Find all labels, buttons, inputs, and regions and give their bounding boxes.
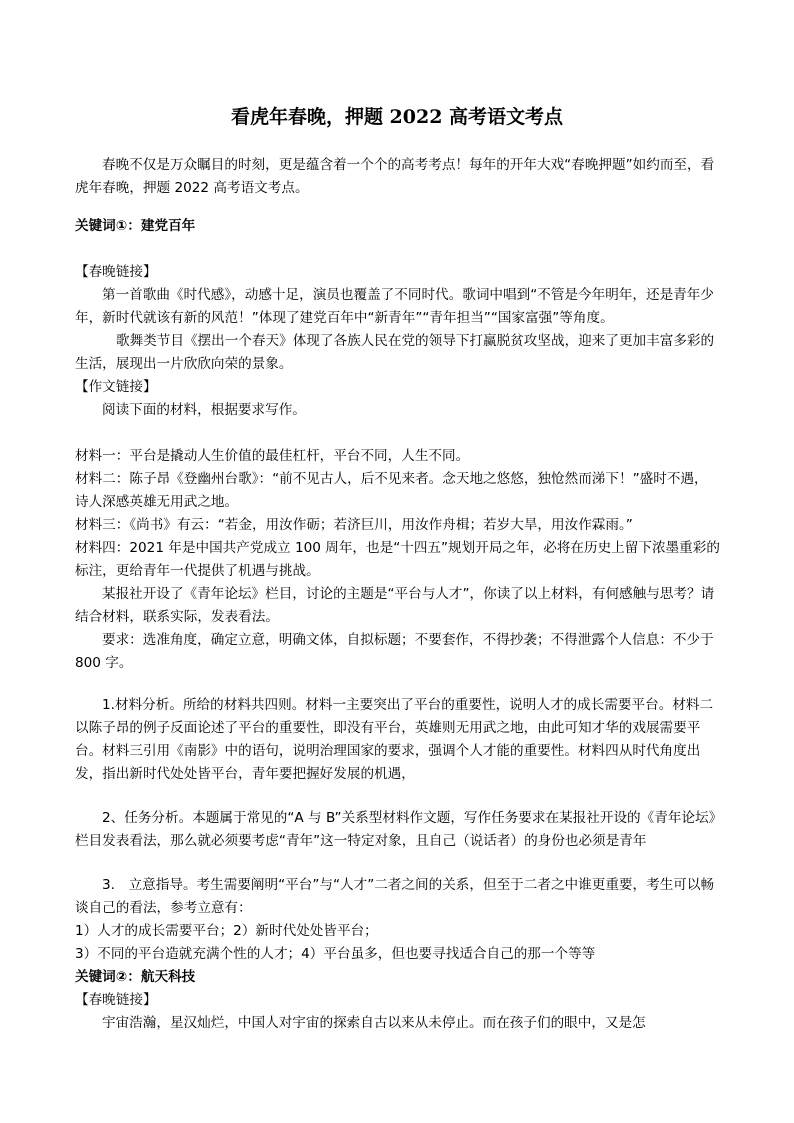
requirement-paragraph: 要求：选准角度，确定立意，明确文体，自拟标题；不要套作，不得抄袭；不得泄露个人信息：不少于 800 字。: [75, 632, 714, 671]
ideas-line-1: 1）人才的成长需要平台；2）新时代处处皆平台；: [75, 923, 378, 939]
material-2: 材料二：陈子昂《登幽州台歌》：“前不见古人，后不见来者。念天地之悠悠，独怆然而涕下！”盛时不遇，诗人深感英雄无用武之地。: [75, 471, 708, 510]
ideas-line-2: 3）不同的平台造就充满个性的人才；4）平台虽多，但也要寻找适合自己的那一个等等: [75, 946, 596, 962]
section-label-spring-2: 【春晚链接】: [75, 992, 157, 1008]
task-paragraph: 某报社开设了《青年论坛》栏目，讨论的主题是“平台与人才”，你读了以上材料，有何感触与思考？请结合材料，联系实际，发表看法。: [75, 586, 715, 625]
spring-paragraph-1: 第一首歌曲《时代感》，动感十足，演员也覆盖了不同时代。歌词中唱到“不管是今年明年，还是青年少年，新时代就该有新的风范！”体现了建党百年中“新青年”“青年担当”“国家富强”等角度。: [75, 287, 714, 326]
keyword-heading-2: 关键词②：航天科技: [75, 969, 196, 985]
analysis-paragraph-3: 3. 立意指导。考生需要阐明“平台”与“人才”二者之间的关系，但至于二者之中谁更重要，考生可以畅谈自己的看法，参考立意有：: [75, 877, 715, 916]
material-4: 材料四：2021 年是中国共产党成立 100 周年，也是“十四五”规划开局之年，必将在历史上留下浓墨重彩的标注，更给青年一代提供了机遇与挑战。: [75, 540, 720, 579]
spring-paragraph-2: 歌舞类节目《摆出一个春天》体现了各族人民在党的领导下打赢脱贫攻坚战，迎来了更加丰富多彩的生活，展现出一片欣欣向荣的景象。: [75, 333, 715, 372]
material-3: 材料三：《尚书》有云：“若金，用汝作砺；若济巨川，用汝作舟楫；若岁大旱，用汝作霖雨。”: [75, 517, 633, 533]
last-paragraph: 宇宙浩瀚，星汉灿烂，中国人对宇宙的探索自古以来从未停止。而在孩子们的眼中，又是怎: [102, 1015, 646, 1031]
intro-paragraph: 春晚不仅是万众瞩目的时刻，更是蕴含着一个个的高考考点！每年的开年大戏“春晚押题”如约而至，看虎年春晚，押题 2022 高考语文考点。: [75, 157, 715, 196]
essay-intro: 阅读下面的材料，根据要求写作。: [102, 402, 306, 418]
keyword-heading-1: 关键词①：建党百年: [75, 218, 196, 234]
document-body: [75, 154, 721, 1035]
material-1: 材料一：平台是撬动人生价值的最佳杠杆，平台不同，人生不同。: [75, 448, 470, 464]
section-label-essay: 【作文链接】: [75, 379, 157, 395]
section-label-spring: 【春晚链接】: [75, 264, 157, 280]
analysis-paragraph-2: 2、任务分析。本题属于常见的“A 与 B”关系型材料作文题，写作任务要求在某报社开设的《青年论坛》栏目发表看法，那么就必须要考虑“青年”这一特定对象，且自己（说话者）的身份也必须是青年: [75, 810, 716, 849]
analysis-paragraph-1: 1.材料分析。所给的材料共四则。材料一主要突出了平台的重要性，说明人才的成长需要平台。材料二以陈子昂的例子反面论述了平台的重要性，即没有平台，英雄则无用武之地，由此可知才华的戏展需要平台。材料三引用《南影》中的语句，说明治理国家的要求，强调个人才能的重要性。材料四从时代角度出发，指出新时代处处皆平台，青年要把握好发展的机遇，: [75, 697, 714, 782]
document-title: 看虎年春晚，押题 2022 高考语文考点: [230, 106, 564, 128]
